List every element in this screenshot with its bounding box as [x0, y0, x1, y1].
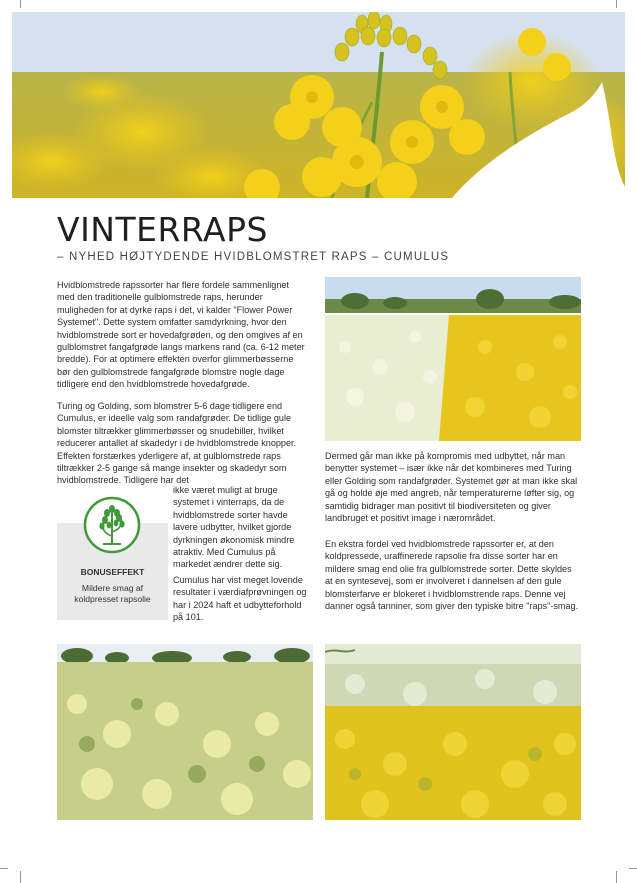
paragraph-turing-golding: Turing og Golding, som blomstrer 5-6 dage tidligere end Cumulus, er ideelle valg som randafgrøder. De tidlige gule blomster tiltrækker glimmerbøsser og snudebiller, hvilket reducerer antallet af skadedyr i de hvidblomstrede knopper. Effekten forstærkes yderligere af, at gulblomstrede raps tiltrækker 2-5 gange så mange insekter og skadedyr som hvidblomstrede. Tidligere har det	[57, 401, 297, 486]
page-subtitle: – NYHED HØJTYDENDE HVIDBLOMSTRET RAPS – CUMULUS	[57, 251, 450, 263]
crop-mark	[20, 871, 21, 883]
hero-rapeseed-photo	[12, 12, 625, 198]
bonus-title: BONUSEFFEKT	[80, 567, 145, 577]
rapeseed-plant-icon	[83, 496, 141, 554]
field-photo-yellow	[325, 644, 581, 820]
crop-mark	[20, 0, 21, 8]
hero-image	[12, 12, 625, 198]
page-title: VINTERRAPS	[57, 210, 268, 249]
paragraph-cumulus-results: Cumulus har vist meget lovende resultater i værdiafprøvningen og har i 2024 haft et udbytteforhold på 101.	[173, 575, 307, 623]
crop-mark	[616, 871, 617, 883]
bonus-text: Mildere smag af koldpresset rapsolie	[74, 583, 151, 604]
field-photo-white	[57, 644, 313, 820]
bonus-box	[57, 523, 168, 620]
field-comparison-photo	[325, 277, 581, 441]
paragraph-compromise: Dermed går man ikke på kompromis med udbyttet, når man benytter systemet – især ikke når det kombineres med Turing eller Golding som randafgrøder. Systemet gør at man ikke skal gå og holde øje med angreb, når temperaturerne løfter sig, og samtidig bidrager man positivt til biodiversiteten og giver landbruget et positivt image i nærområdet.	[325, 451, 578, 524]
crop-mark	[629, 868, 637, 869]
paragraph-intro: Hvidblomstrede rapssorter har flere fordele sammenlignet med den traditionelle gulblomstrede raps, herunder muligheden for at dyrke raps i det, vi kalder "Flower Power Systemet". Dette system omfatter samdyrkning, hvor den hvidblomstrede sort er hovedafgrøden, og den omgives af en gulblomstret fangafgrøde langs markens rand (ca. 6-12 meter bredde). For at optimere effekten overfor glimmerbøsserne bør den gulblomstrede fangafgrøde blomstre nogle dage tidligere end den hvidblomstrede hovedafgrøde.	[57, 280, 305, 390]
crop-mark	[0, 868, 8, 869]
crop-mark	[616, 0, 617, 8]
paragraph-cumulus-market: ikke været muligt at bruge systemet i vinterraps, da de hvidblomstrede sorter havde lavere udbytter, hvilket gjorde dyrkningen økonomisk mindre atraktiv. Med Cumulus på markedet ændrer dette sig.	[173, 485, 295, 570]
paragraph-oil-taste: En ekstra fordel ved hvidblomstrede rapssorter er, at den koldpressede, uraffinerede rapsolie fra disse sorter har en mildere smag end olie fra gulblomstrede sorter. Dette skyldes at en syntesevej, som er involveret i dannelsen af den gule blomsterfarve er blokeret i hvidblomstrende raps. Denne vej danner også tanniner, som giver den typiske bitre "raps"-smag.	[325, 539, 579, 612]
